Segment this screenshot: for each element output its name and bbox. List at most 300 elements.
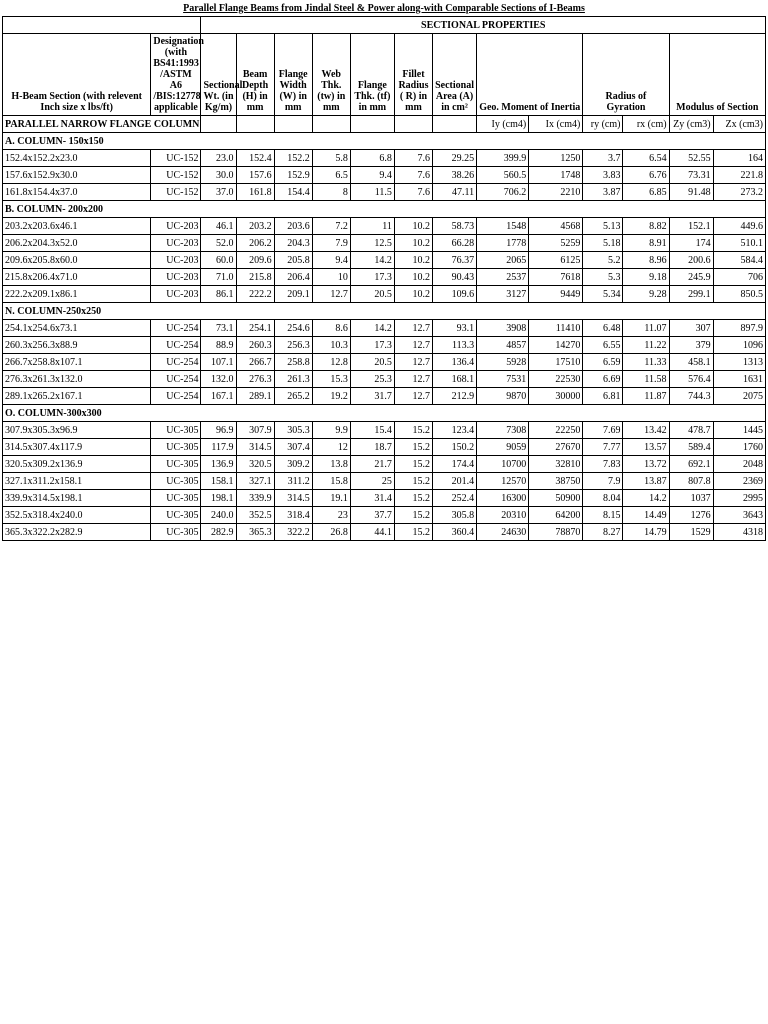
table-cell: 254.1x254.6x73.1 bbox=[3, 320, 151, 337]
table-cell: 258.8 bbox=[274, 354, 312, 371]
table1-category-label: PARALLEL NARROW FLANGE COLUMN bbox=[3, 116, 201, 133]
table1: Parallel Flange Beams from Jindal Steel & Power along-with Comparable Sections of I-Beams SECTIONAL PROPERTIES H-Beam Section (with relevent Inch size x lbs/ft) Designation (with BS41:1993 /ASTM A6 /BIS:12778 applicable Sectional Wt. (in Kg/m) Beam Depth (H) in mm Flange Width (W) in mm Web Thk. (tw) in mm Flange Thk. (tf) in mm Fillet Radius ( R) in mm Sectional Area (A) in cm² Geo. Moment of Inertia Radius of Gyration Modulus of Section PARALLEL NARROW FLANGE COLUMN Iy (cm4) Ix (cm4) ry (cm) rx (cm) Zy (cm3) Zx (cm3) A. COLUMN- 150x150 152.4x152.2x23.0 UC-152 23.0 152.4 152.2 5.8 6.8 7.6 29.25 399.9 1250 3.7 6.54 52.55 164 157.6x152.9x30.0 UC-152 30.0 157.6 152.9 6.5 9.4 7.6 38.26 560.5 1748 3.83 6.76 73.31 221.8 161.8x154.4x37.0 UC-152 37.0 161.8 154.4 8 11.5 7.6 47.11 706.2 2210 3.87 6.85 91.48 273.2 B. COLUMN- 200x200 203.2x203.6x46.1 UC-203 46.1 203.2 203.6 7.2 11 10.2 58.73 1548 4568 5.13 8.82 152.1 449.6 206.2x204.3x52.0 UC-203 52.0 206.2 204.3 7.9 12.5 10.2 66.28 1778 5259 5.18 8.91 174 510.1 209.6x205.8x60.0 UC-203 60.0 209.6 205.8 9.4 14.2 10.2 76.37 2065 6125 5.2 8.96 200.6 584.4 215.8x206.4x71.0 UC-203 71.0 215.8 206.4 10 17.3 10.2 90.43 2537 7618 5.3 9.18 245.9 706 222.2x209.1x86.1 UC-203 86.1 222.2 209.1 12.7 20.5 10.2 109.6 3127 9449 5.34 9.28 299.1 850.5 N. COLUMN-250x250 254.1x254.6x73.1 UC-254 73.1 254.1 254.6 8.6 14.2 12.7 93.1 3908 11410 6.48 11.07 307 897.9 260.3x256.3x88.9 UC-254 88.9 260.3 256.3 10.3 17.3 12.7 113.3 4857 14270 6.55 11.22 379 1096 266.7x258.8x107.1 UC-254 107.1 266.7 258.8 12.8 20.5 12.7 136.4 5928 17510 6.59 11.33 458.1 1313 276.3x261.3x132.0 UC-254 132.0 276.3 261.3 15.3 25.3 12.7 168.1 7531 22530 6.69 11.58 576.4 1631 289.1x265.2x167.1 UC-254 167.1 289.1 265.2 19.2 31.7 12.7 212.9 9870 30000 6.81 11.87 744.3 2075 O. COLUMN-300x300 307.9x305.3x96.9 UC-305 96.9 307.9 305.3 9.9 15.4 15.2 123.4 7308 22250 7.69 13.42 478.7 1445 314.5x307.4x117.9 UC-305 117.9 314.5 307.4 12 18.7 15.2 150.2 9059 27670 7.77 13.57 589.4 1760 320.5x309.2x136.9 UC-305 136.9 320.5 309.2 13.8 21.7 15.2 174.4 10700 32810 7.83 13.72 692.1 2048 327.1x311.2x158.1 UC-305 158.1 327.1 311.2 15.8 25 15.2 201.4 12570 38750 7.9 13.87 807.8 2369 339.9x314.5x198.1 UC-305 198.1 339.9 314.5 19.1 31.4 15.2 252.4 16300 50900 8.04 14.2 1037 2995 352.5x318.4x240.0 UC-305 240.0 352.5 318.4 23 37.7 15.2 305.8 20310 64200 8.15 14.49 1276 3643 365.3x322.2x282.9 UC-305 282.9 365.3 322.2 26.8 44.1 15.2 360.4 24630 78870 8.27 14.79 1529 4318 bbox=[2, 0, 766, 541]
table-cell: 706 bbox=[713, 269, 765, 286]
table-row bbox=[3, 269, 766, 286]
table-cell: 52.55 bbox=[669, 150, 713, 167]
table-cell: 6.76 bbox=[623, 167, 669, 184]
table-cell: 8 bbox=[312, 184, 350, 201]
table-cell: 17510 bbox=[529, 354, 583, 371]
table-cell: 11.5 bbox=[350, 184, 394, 201]
table-cell: 6.59 bbox=[583, 354, 623, 371]
table-cell: 12570 bbox=[477, 473, 529, 490]
table-cell: 19.1 bbox=[312, 490, 350, 507]
table-cell: 6.81 bbox=[583, 388, 623, 405]
flange-width-header: Flange Width (W) in mm bbox=[274, 34, 312, 116]
table-cell: 8.82 bbox=[623, 218, 669, 235]
table-cell: 7.69 bbox=[583, 422, 623, 439]
fillet-radius-header: Fillet Radius ( R) in mm bbox=[394, 34, 432, 116]
table-cell: 17.3 bbox=[350, 337, 394, 354]
table-row bbox=[3, 354, 766, 371]
table-cell: 12.7 bbox=[394, 371, 432, 388]
table-cell: 17.3 bbox=[350, 269, 394, 286]
table-cell: 309.2 bbox=[274, 456, 312, 473]
table-cell: 1096 bbox=[713, 337, 765, 354]
table-cell: 13.87 bbox=[623, 473, 669, 490]
group-label: N. COLUMN-250x250 bbox=[3, 303, 766, 320]
table-cell: 24630 bbox=[477, 524, 529, 541]
table-cell: 3.87 bbox=[583, 184, 623, 201]
table-cell: 8.15 bbox=[583, 507, 623, 524]
table-cell: 152.2 bbox=[274, 150, 312, 167]
table-cell: UC-305 bbox=[151, 490, 201, 507]
table-cell: 215.8x206.4x71.0 bbox=[3, 269, 151, 286]
table-cell: 7.77 bbox=[583, 439, 623, 456]
table-cell: 5.8 bbox=[312, 150, 350, 167]
table-cell: 352.5 bbox=[236, 507, 274, 524]
table-cell: 7.2 bbox=[312, 218, 350, 235]
table-cell: 6.48 bbox=[583, 320, 623, 337]
table-cell: 379 bbox=[669, 337, 713, 354]
table-cell: 158.1 bbox=[201, 473, 236, 490]
table-cell: 1778 bbox=[477, 235, 529, 252]
table-cell: UC-254 bbox=[151, 354, 201, 371]
table-cell: 1748 bbox=[529, 167, 583, 184]
flange-thk-header: Flange Thk. (tf) in mm bbox=[350, 34, 394, 116]
table-cell: 276.3 bbox=[236, 371, 274, 388]
table-cell: 15.2 bbox=[394, 422, 432, 439]
table-cell: 167.1 bbox=[201, 388, 236, 405]
table-cell: 37.0 bbox=[201, 184, 236, 201]
table-cell: 478.7 bbox=[669, 422, 713, 439]
table-cell: 15.2 bbox=[394, 439, 432, 456]
table-cell: 11.87 bbox=[623, 388, 669, 405]
table-cell: 254.6 bbox=[274, 320, 312, 337]
table-cell: 1548 bbox=[477, 218, 529, 235]
table-cell: 9449 bbox=[529, 286, 583, 303]
table-cell: 265.2 bbox=[274, 388, 312, 405]
moment-inertia-header: Geo. Moment of Inertia bbox=[477, 34, 583, 116]
table-cell: 212.9 bbox=[433, 388, 477, 405]
table-cell: 7.6 bbox=[394, 184, 432, 201]
table-cell: 314.5 bbox=[236, 439, 274, 456]
table-cell: UC-203 bbox=[151, 252, 201, 269]
table-cell: 254.1 bbox=[236, 320, 274, 337]
table-cell: 38750 bbox=[529, 473, 583, 490]
group-row bbox=[3, 303, 766, 320]
table-cell: UC-203 bbox=[151, 269, 201, 286]
table-cell: 157.6 bbox=[236, 167, 274, 184]
table-cell: 2369 bbox=[713, 473, 765, 490]
table-cell: 16300 bbox=[477, 490, 529, 507]
table-cell: 11410 bbox=[529, 320, 583, 337]
table-cell: 19.2 bbox=[312, 388, 350, 405]
table-row bbox=[3, 286, 766, 303]
table-cell: 10.2 bbox=[394, 269, 432, 286]
table-cell: 10.2 bbox=[394, 218, 432, 235]
table-cell: 25.3 bbox=[350, 371, 394, 388]
table-cell: 64200 bbox=[529, 507, 583, 524]
table-cell: 152.9 bbox=[274, 167, 312, 184]
table-cell: 20310 bbox=[477, 507, 529, 524]
table-cell: 14.2 bbox=[623, 490, 669, 507]
table-cell: 201.4 bbox=[433, 473, 477, 490]
table-cell: UC-254 bbox=[151, 337, 201, 354]
table-cell: 18.7 bbox=[350, 439, 394, 456]
table-cell: 327.1x311.2x158.1 bbox=[3, 473, 151, 490]
table-cell: 252.4 bbox=[433, 490, 477, 507]
table-cell: 37.7 bbox=[350, 507, 394, 524]
table-cell: 123.4 bbox=[433, 422, 477, 439]
table-cell: 52.0 bbox=[201, 235, 236, 252]
table-cell: 289.1x265.2x167.1 bbox=[3, 388, 151, 405]
table-cell: 2210 bbox=[529, 184, 583, 201]
table-cell: 273.2 bbox=[713, 184, 765, 201]
table-cell: 318.4 bbox=[274, 507, 312, 524]
table-cell: 11.33 bbox=[623, 354, 669, 371]
table-cell: 850.5 bbox=[713, 286, 765, 303]
table-cell: 260.3x256.3x88.9 bbox=[3, 337, 151, 354]
table-cell: 6.54 bbox=[623, 150, 669, 167]
table-cell: 706.2 bbox=[477, 184, 529, 201]
table-cell: 117.9 bbox=[201, 439, 236, 456]
table-cell: 12 bbox=[312, 439, 350, 456]
table-cell: 15.4 bbox=[350, 422, 394, 439]
table-cell: UC-305 bbox=[151, 422, 201, 439]
table-cell: 5.13 bbox=[583, 218, 623, 235]
table-cell: 399.9 bbox=[477, 150, 529, 167]
table-cell: UC-152 bbox=[151, 150, 201, 167]
table-cell: 136.9 bbox=[201, 456, 236, 473]
table-cell: 26.8 bbox=[312, 524, 350, 541]
table-cell: 12.8 bbox=[312, 354, 350, 371]
table-cell: 1760 bbox=[713, 439, 765, 456]
table-cell: 14.2 bbox=[350, 252, 394, 269]
table-cell: 58.73 bbox=[433, 218, 477, 235]
group-label: A. COLUMN- 150x150 bbox=[3, 133, 766, 150]
beam-depth-header: Beam Depth (H) in mm bbox=[236, 34, 274, 116]
table-cell: 260.3 bbox=[236, 337, 274, 354]
table-cell: 2075 bbox=[713, 388, 765, 405]
table-cell: 164 bbox=[713, 150, 765, 167]
table-cell: 107.1 bbox=[201, 354, 236, 371]
table-cell: 215.8 bbox=[236, 269, 274, 286]
table-cell: 10.2 bbox=[394, 286, 432, 303]
table-cell: 8.91 bbox=[623, 235, 669, 252]
modulus-section-header: Modulus of Section bbox=[669, 34, 765, 116]
group-row bbox=[3, 405, 766, 422]
table-cell: 5.3 bbox=[583, 269, 623, 286]
table-cell: 31.4 bbox=[350, 490, 394, 507]
table-cell: 9.28 bbox=[623, 286, 669, 303]
table-cell: 589.4 bbox=[669, 439, 713, 456]
table-cell: UC-203 bbox=[151, 286, 201, 303]
table-cell: 13.8 bbox=[312, 456, 350, 473]
table-cell: UC-305 bbox=[151, 439, 201, 456]
table-cell: 7308 bbox=[477, 422, 529, 439]
table-cell: 32810 bbox=[529, 456, 583, 473]
table-cell: 30000 bbox=[529, 388, 583, 405]
table-cell: 510.1 bbox=[713, 235, 765, 252]
radius-gyration-header: Radius of Gyration bbox=[583, 34, 669, 116]
table-cell: 13.72 bbox=[623, 456, 669, 473]
table-cell: 320.5 bbox=[236, 456, 274, 473]
table-cell: 47.11 bbox=[433, 184, 477, 201]
table-cell: 365.3x322.2x282.9 bbox=[3, 524, 151, 541]
table-cell: 10.2 bbox=[394, 252, 432, 269]
table-cell: 154.4 bbox=[274, 184, 312, 201]
table-cell: 1529 bbox=[669, 524, 713, 541]
table-cell: 174 bbox=[669, 235, 713, 252]
table-cell: 25 bbox=[350, 473, 394, 490]
table-cell: 5928 bbox=[477, 354, 529, 371]
table-cell: 7.9 bbox=[312, 235, 350, 252]
table-cell: 307.4 bbox=[274, 439, 312, 456]
table-cell: 282.9 bbox=[201, 524, 236, 541]
table-cell: 222.2 bbox=[236, 286, 274, 303]
table-cell: 14.79 bbox=[623, 524, 669, 541]
table-cell: 9.4 bbox=[350, 167, 394, 184]
table-cell: 4568 bbox=[529, 218, 583, 235]
table-cell: 150.2 bbox=[433, 439, 477, 456]
table-cell: 3.7 bbox=[583, 150, 623, 167]
table-cell: 21.7 bbox=[350, 456, 394, 473]
table-cell: 152.1 bbox=[669, 218, 713, 235]
table-cell: 10700 bbox=[477, 456, 529, 473]
table-cell: 20.5 bbox=[350, 286, 394, 303]
table-cell: 221.8 bbox=[713, 167, 765, 184]
sectional-area-header: Sectional Area (A) in cm² bbox=[433, 34, 477, 116]
table-cell: 305.8 bbox=[433, 507, 477, 524]
table-cell: 12.7 bbox=[312, 286, 350, 303]
table-cell: 311.2 bbox=[274, 473, 312, 490]
table-cell: 90.43 bbox=[433, 269, 477, 286]
table-cell: 198.1 bbox=[201, 490, 236, 507]
table1-title: Parallel Flange Beams from Jindal Steel & Power along-with Comparable Sections of I-Beams bbox=[183, 2, 585, 14]
table-cell: 7.9 bbox=[583, 473, 623, 490]
table-cell: 206.2x204.3x52.0 bbox=[3, 235, 151, 252]
table-cell: 152.4x152.2x23.0 bbox=[3, 150, 151, 167]
table-cell: 50900 bbox=[529, 490, 583, 507]
table-cell: 266.7x258.8x107.1 bbox=[3, 354, 151, 371]
table-cell: 4857 bbox=[477, 337, 529, 354]
table-cell: UC-152 bbox=[151, 184, 201, 201]
table-cell: 209.6 bbox=[236, 252, 274, 269]
table-cell: 8.6 bbox=[312, 320, 350, 337]
table-cell: 2995 bbox=[713, 490, 765, 507]
table-cell: 289.1 bbox=[236, 388, 274, 405]
table-cell: 14270 bbox=[529, 337, 583, 354]
table-cell: 46.1 bbox=[201, 218, 236, 235]
table-row bbox=[3, 473, 766, 490]
table-cell: 5.34 bbox=[583, 286, 623, 303]
table-cell: 13.42 bbox=[623, 422, 669, 439]
table-cell: 3.83 bbox=[583, 167, 623, 184]
table-cell: 9.4 bbox=[312, 252, 350, 269]
table-cell: 276.3x261.3x132.0 bbox=[3, 371, 151, 388]
table-cell: 161.8x154.4x37.0 bbox=[3, 184, 151, 201]
table-cell: 8.27 bbox=[583, 524, 623, 541]
table-cell: 14.49 bbox=[623, 507, 669, 524]
table-cell: UC-203 bbox=[151, 235, 201, 252]
table-cell: 71.0 bbox=[201, 269, 236, 286]
table-cell: 10.3 bbox=[312, 337, 350, 354]
table-cell: 299.1 bbox=[669, 286, 713, 303]
table-cell: 60.0 bbox=[201, 252, 236, 269]
table-cell: 307 bbox=[669, 320, 713, 337]
table-cell: 11.22 bbox=[623, 337, 669, 354]
table-cell: UC-254 bbox=[151, 388, 201, 405]
designation-header: Designation (with BS41:1993 /ASTM A6 /BIS:12778 applicable bbox=[151, 34, 201, 116]
table-cell: 15.2 bbox=[394, 456, 432, 473]
table-cell: 2065 bbox=[477, 252, 529, 269]
table-cell: 78870 bbox=[529, 524, 583, 541]
table-cell: 7.6 bbox=[394, 150, 432, 167]
web-thk-header: Web Thk. (tw) in mm bbox=[312, 34, 350, 116]
table-cell: 30.0 bbox=[201, 167, 236, 184]
table-cell: 6.5 bbox=[312, 167, 350, 184]
table-row bbox=[3, 388, 766, 405]
table-cell: 15.2 bbox=[394, 490, 432, 507]
table-cell: 15.2 bbox=[394, 473, 432, 490]
table-cell: 206.4 bbox=[274, 269, 312, 286]
table-cell: 307.9 bbox=[236, 422, 274, 439]
table-cell: UC-305 bbox=[151, 456, 201, 473]
table-cell: 8.96 bbox=[623, 252, 669, 269]
table-row bbox=[3, 167, 766, 184]
table-cell: 6.69 bbox=[583, 371, 623, 388]
group-row bbox=[3, 201, 766, 218]
table-cell: 5.2 bbox=[583, 252, 623, 269]
table-cell: 6.8 bbox=[350, 150, 394, 167]
table-cell: UC-305 bbox=[151, 473, 201, 490]
table-cell: 157.6x152.9x30.0 bbox=[3, 167, 151, 184]
table-cell: 209.1 bbox=[274, 286, 312, 303]
table-cell: 200.6 bbox=[669, 252, 713, 269]
table-cell: 4318 bbox=[713, 524, 765, 541]
table-row bbox=[3, 184, 766, 201]
table-cell: UC-152 bbox=[151, 167, 201, 184]
table-cell: 209.6x205.8x60.0 bbox=[3, 252, 151, 269]
table-cell: 9.9 bbox=[312, 422, 350, 439]
table-row bbox=[3, 235, 766, 252]
table-cell: 206.2 bbox=[236, 235, 274, 252]
table-cell: 339.9 bbox=[236, 490, 274, 507]
table-cell: 205.8 bbox=[274, 252, 312, 269]
table-cell: 15.3 bbox=[312, 371, 350, 388]
table-cell: UC-254 bbox=[151, 371, 201, 388]
table-cell: 203.6 bbox=[274, 218, 312, 235]
table-cell: 22250 bbox=[529, 422, 583, 439]
table-cell: 327.1 bbox=[236, 473, 274, 490]
table-cell: 136.4 bbox=[433, 354, 477, 371]
h-beam-header: H-Beam Section (with relevent Inch size x lbs/ft) bbox=[3, 34, 151, 116]
table-cell: 44.1 bbox=[350, 524, 394, 541]
table-cell: 23 bbox=[312, 507, 350, 524]
table-cell: 174.4 bbox=[433, 456, 477, 473]
table-cell: 12.7 bbox=[394, 337, 432, 354]
table-cell: UC-203 bbox=[151, 218, 201, 235]
table-cell: UC-254 bbox=[151, 320, 201, 337]
table-cell: 203.2 bbox=[236, 218, 274, 235]
table-cell: 12.7 bbox=[394, 354, 432, 371]
table-cell: 20.5 bbox=[350, 354, 394, 371]
table-cell: 352.5x318.4x240.0 bbox=[3, 507, 151, 524]
table-row bbox=[3, 371, 766, 388]
table-cell: 93.1 bbox=[433, 320, 477, 337]
table-row bbox=[3, 524, 766, 541]
table-cell: 109.6 bbox=[433, 286, 477, 303]
table-cell: 203.2x203.6x46.1 bbox=[3, 218, 151, 235]
table-cell: 5259 bbox=[529, 235, 583, 252]
table-cell: 88.9 bbox=[201, 337, 236, 354]
table-cell: 305.3 bbox=[274, 422, 312, 439]
table-cell: 1037 bbox=[669, 490, 713, 507]
table-row bbox=[3, 150, 766, 167]
table-row bbox=[3, 456, 766, 473]
table-row bbox=[3, 439, 766, 456]
table-cell: 38.26 bbox=[433, 167, 477, 184]
table-cell: 5.18 bbox=[583, 235, 623, 252]
table-cell: 161.8 bbox=[236, 184, 274, 201]
table-cell: 73.31 bbox=[669, 167, 713, 184]
table-cell: 113.3 bbox=[433, 337, 477, 354]
table-cell: 22530 bbox=[529, 371, 583, 388]
table-cell: 807.8 bbox=[669, 473, 713, 490]
table-cell: 314.5 bbox=[274, 490, 312, 507]
table-cell: 12.5 bbox=[350, 235, 394, 252]
table-row bbox=[3, 422, 766, 439]
table-cell: 449.6 bbox=[713, 218, 765, 235]
table-cell: 6.85 bbox=[623, 184, 669, 201]
table-row bbox=[3, 218, 766, 235]
table-cell: 29.25 bbox=[433, 150, 477, 167]
table-cell: 360.4 bbox=[433, 524, 477, 541]
table-cell: 458.1 bbox=[669, 354, 713, 371]
table-cell: 11.07 bbox=[623, 320, 669, 337]
table-cell: 11.58 bbox=[623, 371, 669, 388]
table-cell: 322.2 bbox=[274, 524, 312, 541]
table-cell: 12.7 bbox=[394, 388, 432, 405]
table-cell: 168.1 bbox=[433, 371, 477, 388]
table-cell: UC-305 bbox=[151, 524, 201, 541]
table-cell: 8.04 bbox=[583, 490, 623, 507]
table-cell: 7531 bbox=[477, 371, 529, 388]
table-cell: 7.83 bbox=[583, 456, 623, 473]
table-cell: 23.0 bbox=[201, 150, 236, 167]
table-cell: 307.9x305.3x96.9 bbox=[3, 422, 151, 439]
table-cell: 1631 bbox=[713, 371, 765, 388]
group-row bbox=[3, 133, 766, 150]
sectional-properties-heading: SECTIONAL PROPERTIES bbox=[201, 17, 766, 34]
table-cell: 11 bbox=[350, 218, 394, 235]
table-cell: 7618 bbox=[529, 269, 583, 286]
table-cell: 152.4 bbox=[236, 150, 274, 167]
table-cell: 314.5x307.4x117.9 bbox=[3, 439, 151, 456]
table-cell: 1250 bbox=[529, 150, 583, 167]
table-cell: 222.2x209.1x86.1 bbox=[3, 286, 151, 303]
table-cell: 132.0 bbox=[201, 371, 236, 388]
table-cell: 66.28 bbox=[433, 235, 477, 252]
table-cell: 15.8 bbox=[312, 473, 350, 490]
group-label: O. COLUMN-300x300 bbox=[3, 405, 766, 422]
table-cell: 584.4 bbox=[713, 252, 765, 269]
table-cell: 261.3 bbox=[274, 371, 312, 388]
table-cell: 365.3 bbox=[236, 524, 274, 541]
table-row bbox=[3, 490, 766, 507]
table-cell: 86.1 bbox=[201, 286, 236, 303]
table-cell: 2048 bbox=[713, 456, 765, 473]
table-cell: 14.2 bbox=[350, 320, 394, 337]
